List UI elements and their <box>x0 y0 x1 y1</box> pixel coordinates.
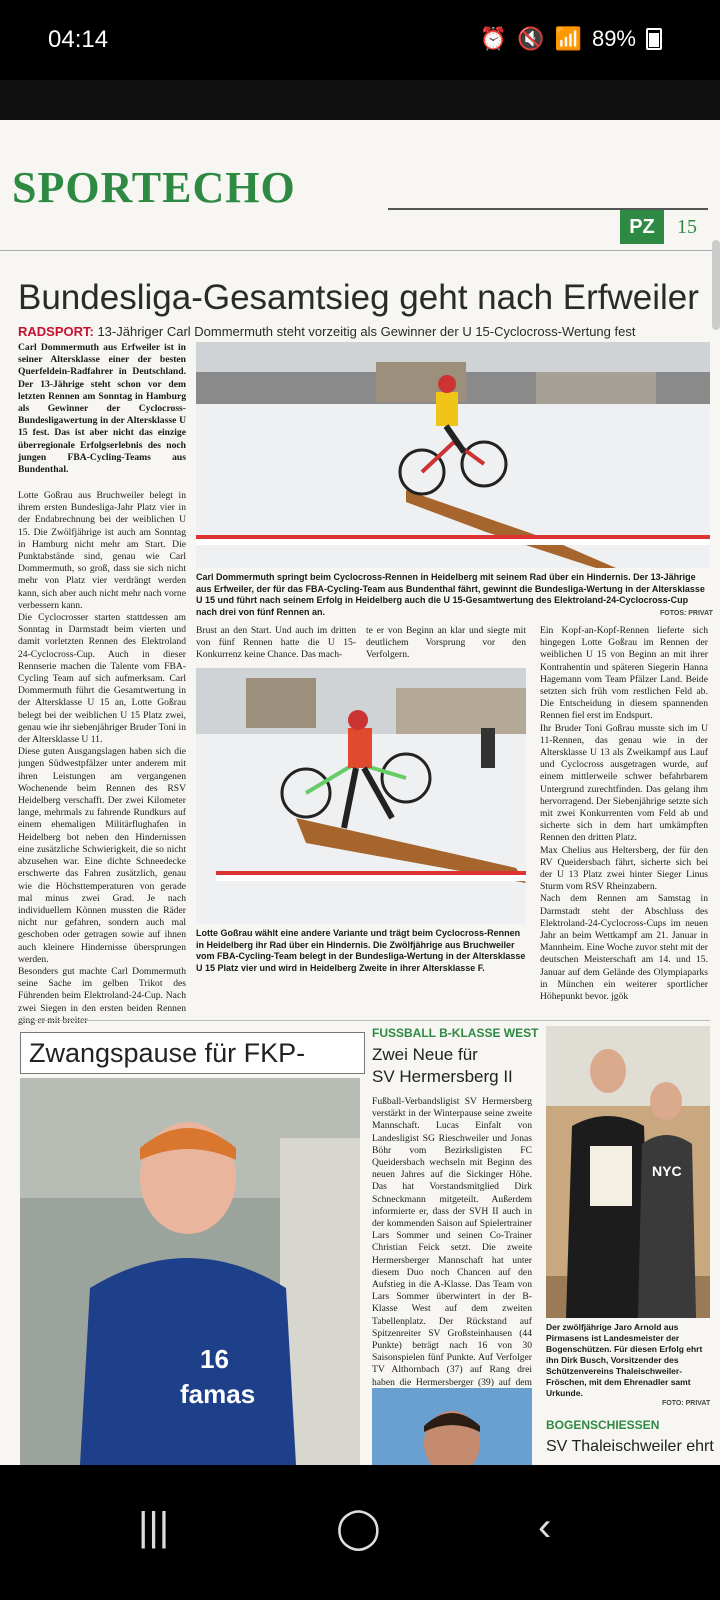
wifi-icon: 📶 <box>554 26 582 51</box>
pz-logo: PZ <box>620 210 664 244</box>
archery-award-photo <box>546 1026 710 1318</box>
status-bar <box>0 0 720 80</box>
article-body-col2: Brust an den Start. Und auch im dritten von fünf Rennen hatte die U 15-Konkurrenz keine Chance. Das mach- <box>196 625 356 661</box>
recent-apps-icon[interactable]: ||| <box>138 1505 170 1549</box>
article-headline: Bundesliga-Gesamtsieg geht nach Erfweiler <box>18 278 699 317</box>
article-3-section: FUSSBALL B-KLASSE WEST <box>372 1026 539 1040</box>
article-3-headline-1: Zwei Neue für <box>372 1045 478 1064</box>
jersey-sponsor: famas <box>180 1379 256 1409</box>
alarm-icon: ⏰ <box>479 26 508 51</box>
cyclocross-photo-1 <box>196 342 710 568</box>
football-player-photo <box>20 1078 360 1465</box>
scroll-edge-handle[interactable] <box>712 240 720 330</box>
article-lead: Carl Dommermuth aus Erfweiler ist in seiner Altersklasse einer der besten Querfeldein-Radfahrer in Deutschland. Der 13-Jährige steht schon vor dem letzten Rennen am Sonntag in Hamburg als Gewinner der Cyclocross-Bundesligawertung in der Altersklasse U 15 fest. Das ist aber nicht das einzige überregionale Erfolgserlebnis des noch jungen FBA-Cycling-Teams aus Bundenthal. <box>18 342 186 476</box>
home-icon[interactable]: ◯ <box>336 1506 381 1550</box>
back-icon[interactable]: ‹ <box>538 1505 552 1549</box>
photo-2-caption: Lotte Goßrau wählt eine andere Variante und trägt beim Cyclocross-Rennen in Heidelberg ihr Rad über ein Hindernis. Die Zwölfjährige aus Bruchweiler vom FBA-Cycling-Team belegt in der Bundesliga-Wertung in der Altersklasse U 15 Platz vier und wird in Heidelberg Zweite in ihrer Altersklasse F. <box>196 928 526 973</box>
article-kicker <box>18 324 635 339</box>
battery-level: 89% <box>591 26 636 51</box>
photo-1-credit: FOTOS: PRIVAT <box>660 610 713 617</box>
cyclocross-photo-2 <box>196 668 526 924</box>
article-3-body: Fußball-Verbandsligist SV Hermersberg verstärkt in der Winterpause seine zweite Mannschaft. Lucas Einfalt von Landesligist SG Rieschweiler und Jonas Böhr vom Bezirksligisten FC Queidersbach wechseln mit Beginn des neuen Jahres auf die Sickinger Höhe. Das hat Vorstandsmitglied Dirk Schneckmann mitgeteilt. Außerdem informierte er, dass der SVH II auch in der kommenden Saison auf Spielertrainer Lars Sommer und seinen Co-Trainer Christian Feick setzt. Die zweite Hermersberger Mannschaft hat unter diesem Duo noch Chancen auf den Aufstieg in die A-Klasse. Das Team von Lars Sommer überwintert in der B-Klasse West auf dem zweiten Tabellenplatz. Der Rückstand auf Spitzenreiter SV Großsteinhausen (44 Punkte) beträgt nach 16 von 30 Saisonspielen fünf Punkte. Auf Verfolger TV Althornbach (37) auf Rang drei haben die Hermersberger (39) auf dem <box>372 1096 532 1388</box>
article-body-col4: Ein Kopf-an-Kopf-Rennen lieferte sich hingegen Lotte Goßrau im Rennen der weiblichen U 15 von Beginn an mit ihrer Kontrahentin und späteren Siegerin Hanna Hagemann vom Team Pfälzer Land. Beide setzten sich früh vom restlichen Feld ab. Die Entscheidung in diesem spannenden Rennen fiel erst im Endspurt. Ihr Bruder Toni Goßrau musste sich im U 11-Rennen, das genau wie in der Altersklasse U 13 als Zweikampf aus Lauf und Cyclocross ausgetragen wurde, auf einem mittlerweile schwer befahrbarem Untergrund zurechtfinden. Das gelang ihm hervorragend. Der Siebenjährige setzte sich mit zwei Konkurrenten vom Feld ab und sicherte sich in dem hart umkämpften Rennen den dritten Platz. Max Chelius aus Heltersberg, der für den RV Queidersbach fährt, sicherte sich bei der U 13 Platz zwei hinter Sieger Linus Sturm vom RSV Rheinzabern. Nach dem Rennen am Samstag in Darmstadt steht der Abschluss des Elektroland-24-Cyclocross-Cups im neuen Jahr an beim Wettkampf am 21. Januar in Mannheim. Eine Woche zuvor steht mit der deutschen Meisterschaft am 14. und 15. Januar auf dem Gelände des Olympiaparks in München ein weiterer sportlicher Höhepunkt bevor. jgök <box>540 625 708 1003</box>
article-body-col1: Lotte Goßrau aus Bruchweiler belegt in ihrem ersten Bundesliga-Jahr Platz vier in der Endabrechnung bei der weiblichen U 15. Die Zwölfjährige ist auch am Sonntag in Hamburg nicht mehr am Start. Die Punktabstände sind, genau wie Carl Dommermuth, so groß, dass sie sich nicht mehr von Platz vier verdrängt werden kann, sich aber auch nicht mehr nach vorne verbessern kann. Die Cyclocrosser starten stattdessen am Sonntag in Darmstadt beim vierten und damit vorletzten Rennen des Elektroland 24-Cyclocross-Cup. Auch in dieser Rennserie machen die Talente vom FBA-Cycling Team auf sich aufmerksam. Carl Dommermuth führt die Gesamtwertung in der Altersklasse U 15 an, Lotte Goßrau belegt bei der weiblichen U 15 Platz zwei, genau wie ihr siebenjähriger Bruder Toni in der Altersklasse U 11. Diese guten Ausgangslagen haben sich die jungen Südwestpfälzer unter anderem mit ihren Leistungen am vergangenen Wochenende beim Rennen des RSV Heidelberg verschafft. Der zwei Kilometer lange, mehrmals zu fahrende Rundkurs auf einem ehemaligen Militärflughafen in Heidelberg bot neben den Hindernissen eine zusätzliche Schwierigkeit, die so nicht abzusehen war. Eine dichte Schneedecke erschwerte das Fahren zusätzlich, genau wie die Höchsttemperaturen von gerade mal minus zwei Grad. Je nach individuellem Können mussten die Räder nicht nur gefahren, sondern auch mal geschoben oder getragen sowie auf ihnen auch kleinere Hindernisse übersprungen werden. Besonders gut machte Carl Dommermuth seine Sache im gelben Trikot des Führenden beim Elektroland-24-Cup. Nach zwei Siegen in den ersten beiden Rennen ging er mit breiter <box>18 490 186 1026</box>
app-toolbar-area <box>0 80 720 120</box>
player-portrait-photo <box>372 1388 532 1465</box>
article-2-headline: Zwangspause für FKP- <box>20 1032 365 1074</box>
mute-icon: 🔇 <box>517 26 545 51</box>
article-3-headline-2: SV Hermersberg II <box>372 1067 513 1086</box>
shirt-text: NYC <box>652 1163 682 1179</box>
article-4-headline: SV Thaleischweiler ehrt <box>546 1438 714 1455</box>
header-divider <box>0 250 720 251</box>
kicker-label: RADSPORT: <box>18 324 94 339</box>
archery-photo-credit: FOTO: PRIVAT <box>662 1400 711 1407</box>
section-title: SPORTECHO <box>12 163 296 212</box>
status-time: 04:14 <box>48 26 109 53</box>
photo-1-caption: Carl Dommermuth springt beim Cyclocross-Rennen in Heidelberg mit seinem Rad über ein Hindernis. Der 13-Jährige aus Erfweiler, der für das FBA-Cycling-Team aus Bundenthal fährt, gewinnt die Bundesliga-Wertung in der Altersklasse U 15 und führt nach seinem Erfolg in Heidelberg auch die U 15-Gesamtwertung des Elektroland-24-Cyclocross-Cup nach drei von fünf Rennen an. <box>196 572 705 617</box>
article-4-section: BOGENSCHIESSEN <box>546 1418 660 1432</box>
kicker-text: 13-Jähriger Carl Dommermuth steht vorzeitig als Gewinner der U 15-Cyclocross-Wertung fest <box>93 324 636 339</box>
navigation-bar <box>0 1465 720 1600</box>
newspaper-page[interactable] <box>0 120 720 1465</box>
jersey-number: 16 <box>200 1344 229 1374</box>
page-number: 15 <box>677 216 697 238</box>
battery-icon <box>646 28 662 50</box>
status-icons <box>480 26 662 52</box>
archery-photo-caption: Der zwölfjährige Jaro Arnold aus Pirmasens ist Landesmeister der Bogenschützen. Für diesen Erfolg ehrt ihn Dirk Busch, Vorsitzender des Schützenvereins Thaleischweiler-Fröschen, mit dem Ehrenadler samt Urkunde. <box>546 1322 703 1398</box>
article-separator <box>18 1020 710 1021</box>
article-body-col3: te er von Beginn an klar und siegte mit deutlichem Vorsprung vor den Verfolgern. <box>366 625 526 661</box>
